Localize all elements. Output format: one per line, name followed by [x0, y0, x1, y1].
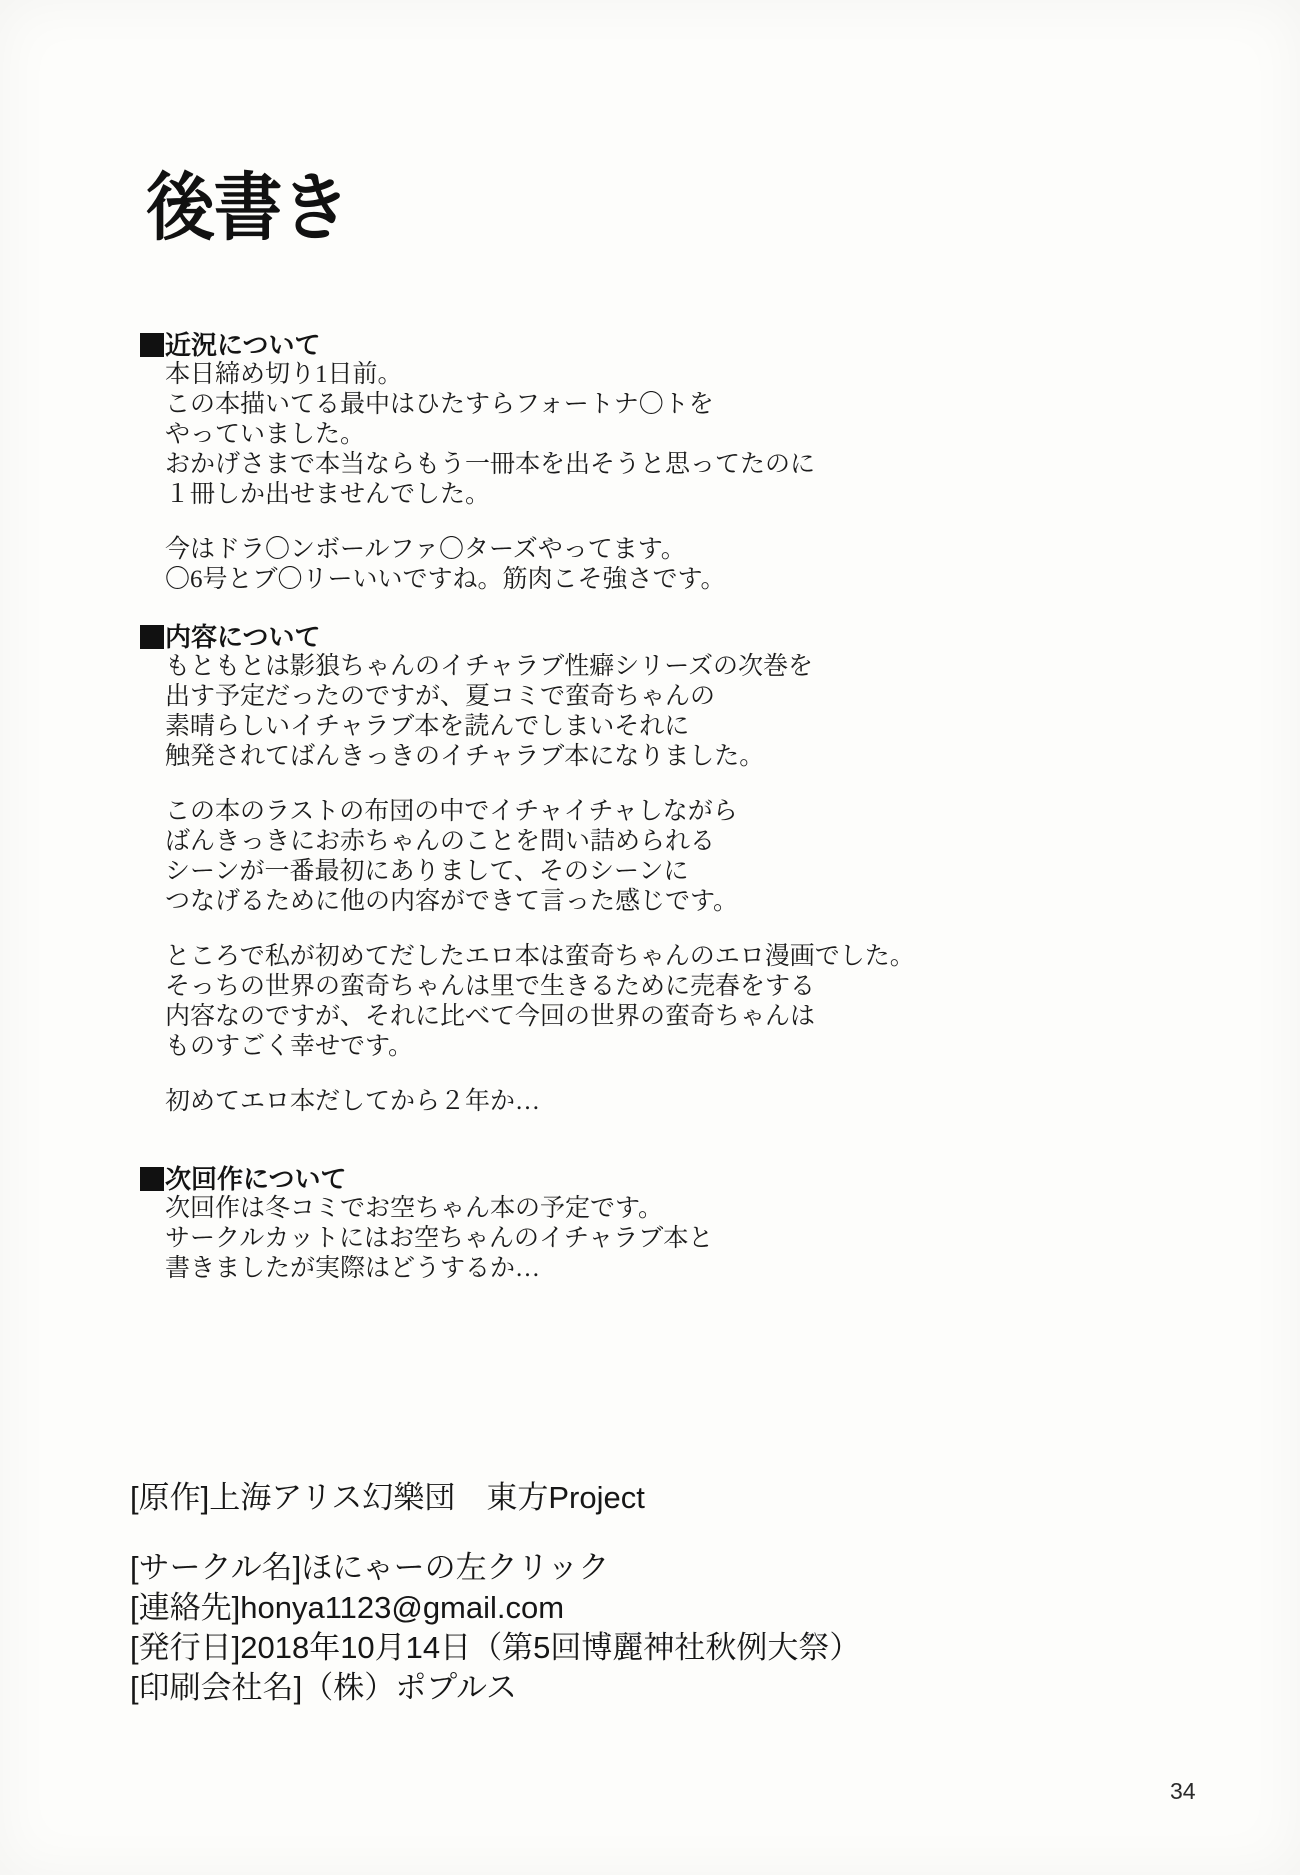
text-line: 出す予定だったのですが、夏コミで蛮奇ちゃんの — [165, 683, 716, 710]
text-line: ところで私が初めてだしたエロ本は蛮奇ちゃんのエロ漫画でした。 — [165, 943, 915, 970]
text-line: 次回作は冬コミでお空ちゃん本の予定です。 — [165, 1195, 664, 1222]
paragraph — [140, 1087, 1170, 1117]
paragraph — [140, 1194, 1170, 1284]
section-heading — [140, 330, 1170, 360]
text-line: この本描いてる最中はひたすらフォートナ〇トを — [165, 391, 714, 418]
text-line: つなげるために他の内容ができて言った感じです。 — [165, 888, 739, 915]
text-line: 素晴らしいイチャラブ本を読んでしまいそれに — [165, 713, 690, 740]
paragraph — [140, 797, 1170, 917]
section-heading — [140, 622, 1170, 652]
section-heading-label: 次回作について — [165, 1164, 347, 1194]
text-line: 触発されてばんきっきのイチャラブ本になりました。 — [165, 743, 765, 770]
section-heading — [140, 1164, 1170, 1194]
paragraph — [140, 535, 1170, 595]
text-line: 書きましたが実際はどうするか… — [165, 1255, 541, 1282]
text-line: そっちの世界の蛮奇ちゃんは里で生きるために売春をする — [165, 973, 816, 1000]
page-number: 34 — [1170, 1778, 1196, 1804]
section-heading-label: 近況について — [165, 330, 321, 360]
colophon-contact: [連絡先]honya1123@gmail.com — [130, 1590, 565, 1625]
text-line: 内容なのですが、それに比べて今回の世界の蛮奇ちゃんは — [165, 1003, 816, 1030]
text-line: 今はドラ〇ンボールファ〇ターズやってます。 — [165, 536, 686, 563]
text-line: もともとは影狼ちゃんのイチャラブ性癖シリーズの次巻を — [165, 653, 814, 680]
colophon-circle-name: [サークル名]ほにゃーの左クリック — [130, 1550, 610, 1585]
page-title: 後書き — [146, 165, 349, 249]
text-line: おかげさまで本当ならもう一冊本を出そうと思ってたのに — [165, 451, 816, 478]
section-heading-label: 内容について — [165, 622, 321, 652]
text-line: １冊しか出せませんでした。 — [165, 481, 491, 508]
text-line: 〇6号とブ〇リーいいですね。筋肉こそ強さです。 — [165, 566, 726, 593]
text-line: 本日締め切り1日前。 — [165, 361, 403, 388]
black-square-marker-icon — [140, 333, 164, 357]
text-line: ものすごく幸せです。 — [165, 1033, 414, 1060]
text-line: ばんきっきにお赤ちゃんのことを問い詰められる — [165, 828, 716, 855]
colophon-original-work: [原作]上海アリス幻樂団 東方Project — [130, 1480, 645, 1515]
paragraph — [140, 360, 1170, 510]
text-line: シーンが一番最初にありまして、そのシーンに — [165, 858, 689, 885]
paragraph — [140, 942, 1170, 1062]
section-0 — [140, 330, 1170, 595]
colophon-printing-company: [印刷会社名]（株）ポプルス — [130, 1670, 518, 1705]
black-square-marker-icon — [140, 625, 164, 649]
text-line: 初めてエロ本だしてから２年か… — [165, 1088, 541, 1115]
colophon — [130, 1478, 1230, 1708]
paragraph — [140, 652, 1170, 772]
text-line: やっていました。 — [165, 421, 366, 448]
section-1 — [140, 622, 1170, 1117]
colophon-publication-date: [発行日]2018年10月14日（第5回博麗神社秋例大祭） — [130, 1630, 861, 1665]
black-square-marker-icon — [140, 1167, 164, 1191]
text-line: サークルカットにはお空ちゃんのイチャラブ本と — [165, 1225, 714, 1252]
text-line: この本のラストの布団の中でイチャイチャしながら — [165, 798, 738, 825]
section-2 — [140, 1164, 1170, 1284]
